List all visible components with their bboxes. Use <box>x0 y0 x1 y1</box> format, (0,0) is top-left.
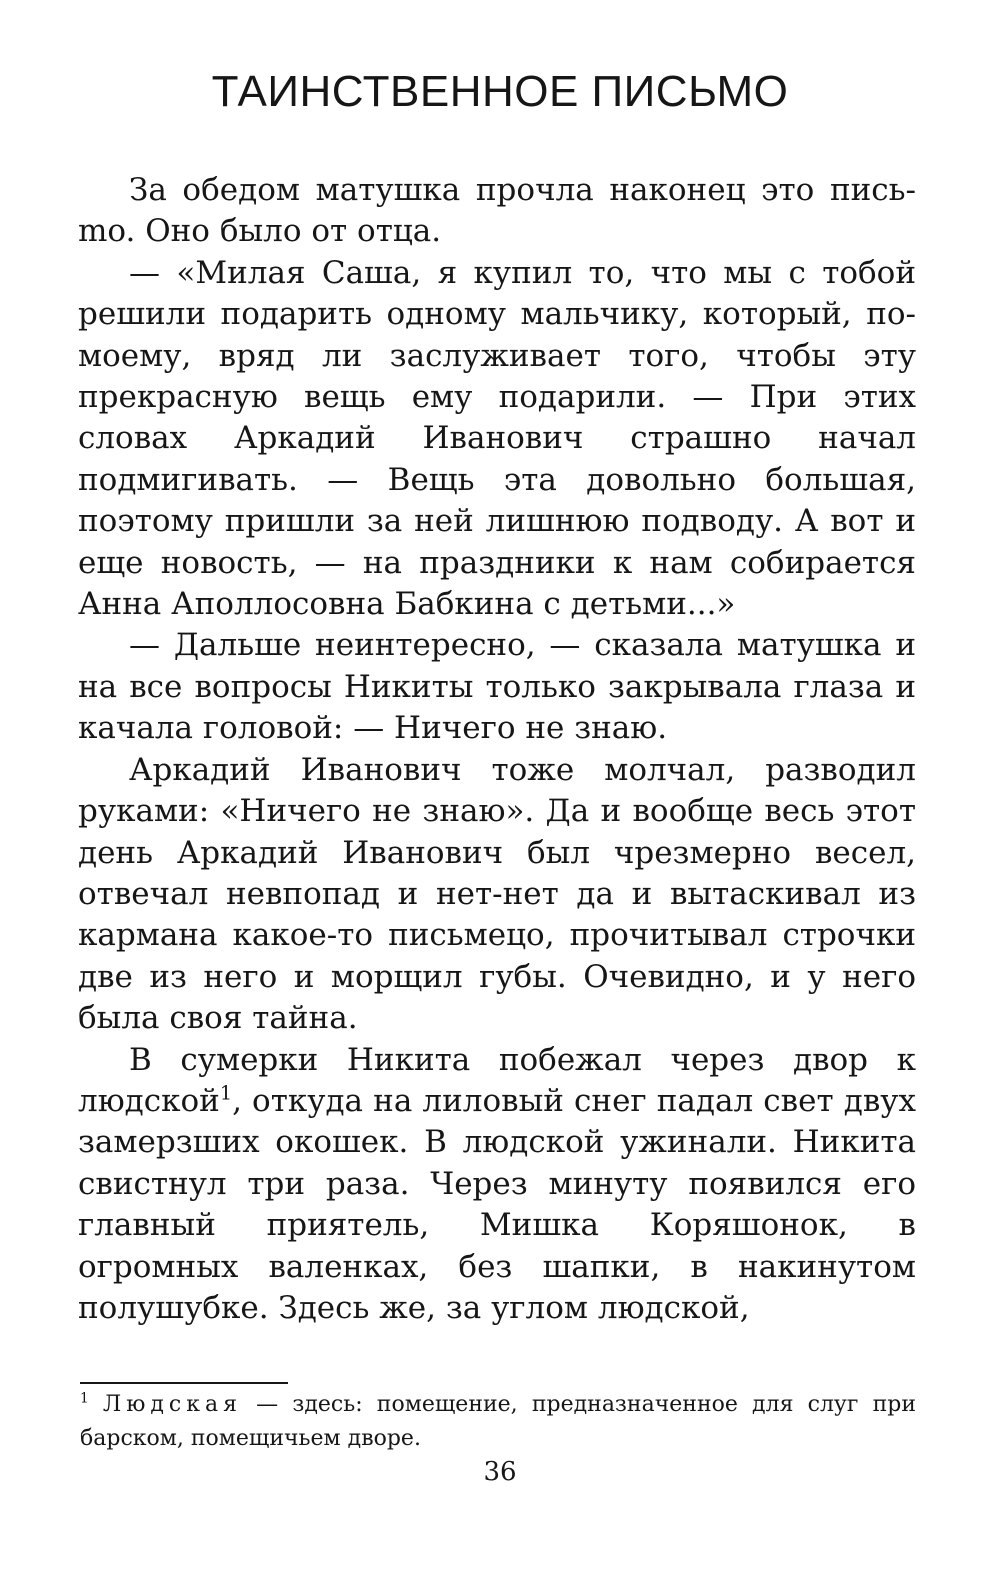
paragraph-5 <box>78 1040 916 1330</box>
footnote-divider <box>80 1382 288 1384</box>
footnote-term: Людская <box>102 1392 242 1417</box>
footnote-reference: 1 <box>219 1081 233 1105</box>
paragraph-5-end: , откуда на лиловый снег падал свет двух замерзших окошек. В людской ужинали. Никита свистнул три раза. Через минуту появился его главный приятель, Мишка Коряшонок, в огромных валенках, без шапки, в накинутом полушубке. Здесь же, за углом людской, <box>78 1082 916 1326</box>
paragraph-5-start: В сумерки Никита побежал через двор к людской <box>78 1041 916 1119</box>
paragraph-2: — «Милая Саша, я купил то, что мы с тобой решили подарить одному мальчику, который, по-моему, вряд ли заслуживает того, чтобы эту прекрасную вещь ему подарили. — При этих словах Аркадий Иванович страшно начал подмигивать. — Вещь эта довольно большая, поэтому пришли за ней лишнюю подводу. А вот и еще новость, — на праздники к нам собирается Анна Аполлосовна Бабкина с детьми...» <box>78 254 916 623</box>
footnote-definition: — здесь: помещение, предназначенное для слуг при барском, помещичьем дворе. <box>80 1392 916 1451</box>
body-text <box>78 170 916 1329</box>
chapter-title: ТАИНСТВЕННОЕ ПИСЬМО <box>211 67 789 116</box>
footnote <box>80 1388 916 1456</box>
paragraph-1: За обедом матушка прочла наконец это письmo. Оно было от отца. <box>78 172 916 250</box>
paragraph-3: — Дальше неинтересно, — сказала матушка и на все вопросы Никиты только закрывала глаза и качала головой: — Ничего не знаю. <box>78 627 916 747</box>
footnote-mark: 1 <box>80 1390 89 1407</box>
page-number: 36 <box>483 1457 517 1487</box>
paragraph-4: Аркадий Иванович тоже молчал, разводил руками: «Ничего не знаю». Да и вообще весь этот день Аркадий Иванович был чрезмерно весел, отвечал невпопад и нет-нет да и вытаскивал из кармана какое-то письмецо, прочитывал строчки две из него и морщил губы. Очевидно, и у него была своя тайна. <box>78 751 916 1037</box>
